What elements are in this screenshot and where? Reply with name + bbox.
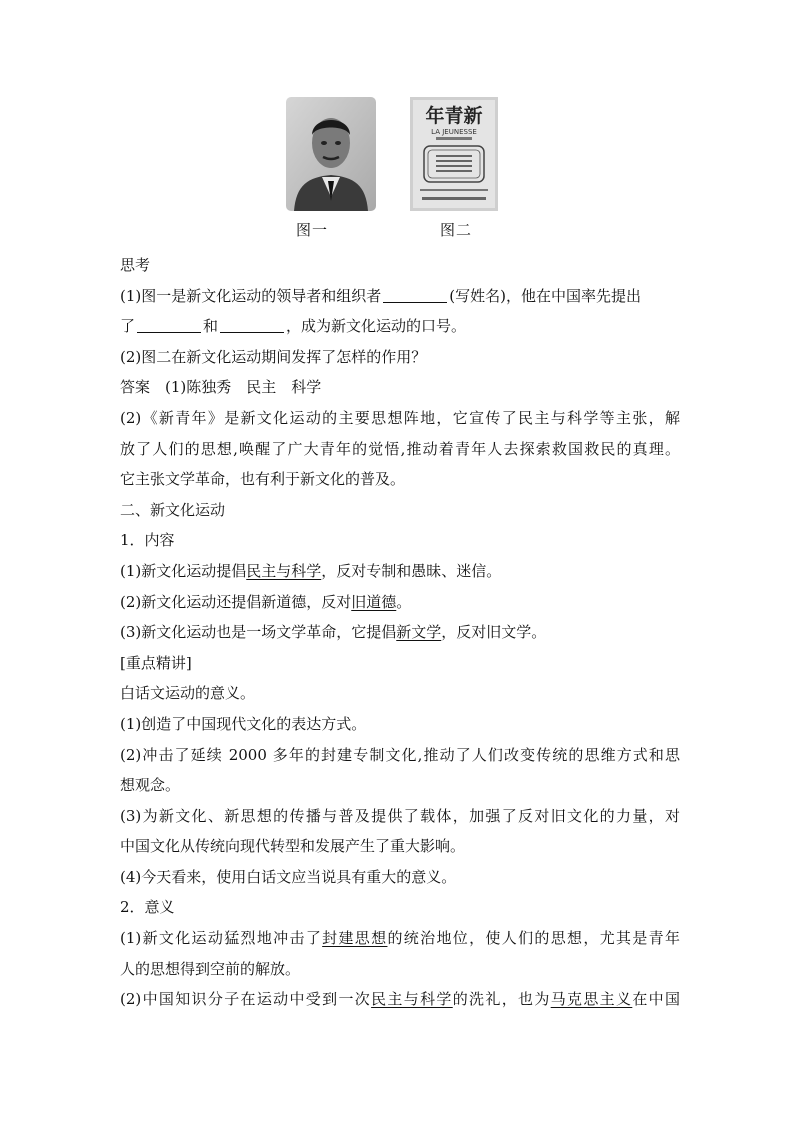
fill-blank: [220, 315, 284, 333]
figure-2-caption: 图二: [440, 221, 473, 239]
baihua-point-3-line-2: 中国文化从传统向现代转型和发展产生了重大影响。: [120, 837, 466, 856]
subsection-content-heading: 1．内容: [120, 531, 175, 550]
baihua-point-2-line-1: (2)冲击了延续 2000 多年的封建专制文化,推动了人们改变传统的思维方式和思: [120, 745, 680, 764]
text: 的洗礼，也为: [452, 990, 551, 1009]
underlined-term: 民主与科学: [371, 990, 453, 1009]
answer-2-line-2: 放了人们的思想,唤醒了广大青年的觉悟,推动着青年人去探索救国救民的真理。: [120, 439, 680, 458]
significance-1-line-2: 人的思想得到空前的解放。: [120, 959, 301, 978]
answer-1: 答案 (1)陈独秀 民主 科学: [120, 378, 322, 397]
question-text: 和: [203, 317, 219, 336]
portrait-photo: [286, 97, 376, 211]
figure-row: [0, 97, 794, 247]
baihua-intro: 白话文运动的意义。: [120, 684, 256, 703]
think-heading: 思考: [120, 256, 151, 274]
text: (3)新文化运动也是一场文学革命，它提倡: [120, 623, 397, 642]
document-body: [120, 250, 680, 1015]
underlined-term: 旧道德: [351, 592, 397, 611]
question-text: ，成为新文化运动的口号。: [286, 317, 467, 336]
text: 。: [396, 592, 412, 611]
question-1-line-2: [120, 311, 680, 342]
significance-2-line-1: [120, 984, 680, 1015]
answer-2-line-1: (2)《新青年》是新文化运动的主要思想阵地，它宣传了民主与科学等主张，解: [120, 408, 680, 427]
answer-2-line-3: 它主张文学革命，也有利于新文化的普及。: [120, 470, 406, 489]
content-item-3: [120, 617, 680, 648]
question-1-line-1: [120, 281, 680, 312]
baihua-point-4: (4)今天看来，使用白话文应当说具有重大的意义。: [120, 867, 457, 886]
text: 的统治地位，使人们的思想，尤其是青年: [387, 929, 680, 948]
magazine-subtitle: LA JEUNESSE: [431, 128, 477, 136]
section-heading: 二、新文化运动: [120, 500, 226, 519]
text: ，反对旧文学。: [441, 623, 547, 642]
underlined-term: 封建思想: [322, 929, 388, 948]
baihua-point-2-line-2: 想观念。: [120, 776, 181, 795]
text: 在中国: [632, 990, 680, 1009]
text: (2)中国知识分子在运动中受到一次: [120, 990, 372, 1009]
magazine-title: 年青新: [425, 105, 483, 127]
content-item-2: [120, 587, 680, 618]
underlined-term: 马克思主义: [550, 990, 633, 1009]
fill-blank: [383, 285, 447, 303]
question-text: (1)图一是新文化运动的领导者和组织者: [120, 286, 382, 305]
text: (1)新文化运动猛烈地冲击了: [120, 929, 323, 948]
text: (2)新文化运动还提倡新道德，反对: [120, 592, 352, 611]
underlined-term: 新文学: [396, 623, 442, 642]
underlined-term: 民主与科学: [246, 561, 322, 580]
fill-blank: [137, 315, 201, 333]
text: ，反对专制和愚昧、迷信。: [321, 561, 502, 580]
figure-1-caption: 图一: [296, 221, 329, 239]
question-text: 了: [120, 317, 136, 336]
magazine-cover-image: [410, 97, 498, 211]
significance-1-line-1: [120, 923, 680, 954]
focus-heading: [重点精讲]: [120, 653, 192, 672]
text: (1)新文化运动提倡: [120, 561, 247, 580]
question-2: (2)图二在新文化运动期间发挥了怎样的作用？: [120, 347, 427, 366]
subsection-significance-heading: 2．意义: [120, 898, 175, 917]
content-item-1: [120, 556, 680, 587]
baihua-point-1: (1)创造了中国现代文化的表达方式。: [120, 714, 367, 733]
baihua-point-3-line-1: (3)为新文化、新思想的传播与普及提供了载体，加强了反对旧文化的力量，对: [120, 806, 680, 825]
question-text: (写姓名)，他在中国率先提出: [449, 286, 641, 305]
